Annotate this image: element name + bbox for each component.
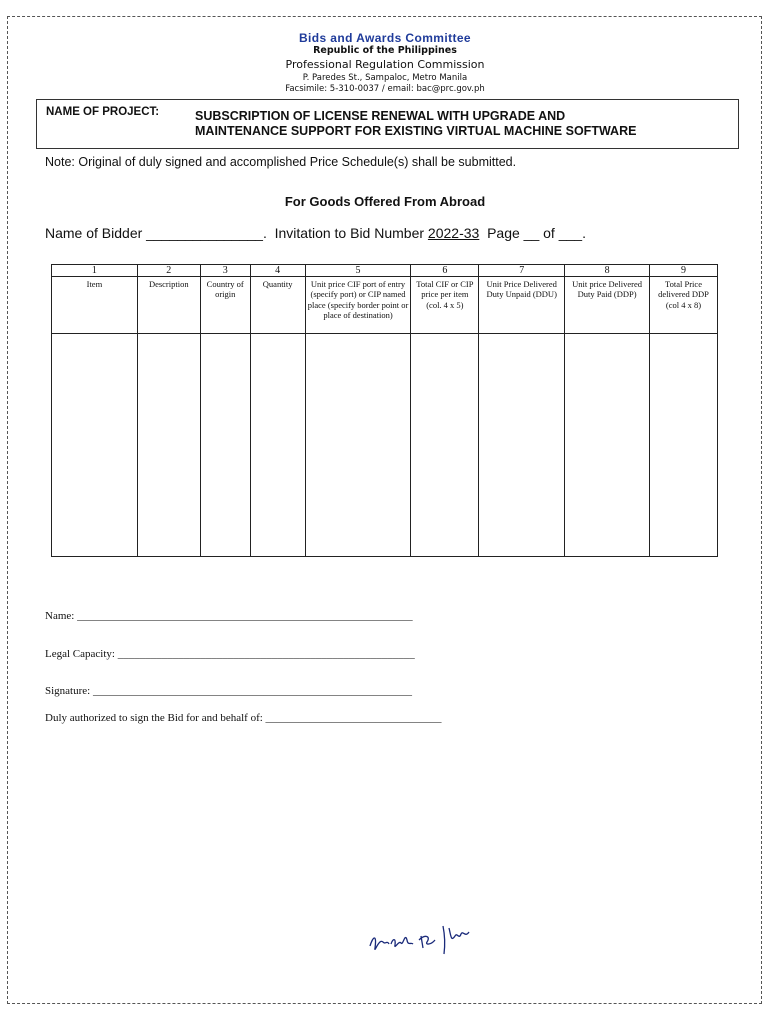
column-number-row	[52, 265, 718, 277]
column-number: 8	[565, 265, 650, 277]
column-number: 2	[137, 265, 200, 277]
column-header: Total Price delivered DDP (col 4 x 8)	[650, 277, 718, 334]
bidder-line-prefix: Name of Bidder _______________. Invitation to Bid Number	[45, 225, 428, 241]
column-number: 1	[52, 265, 138, 277]
column-number: 6	[411, 265, 479, 277]
committee-title: Bids and Awards Committee	[298, 31, 472, 45]
column-header: Unit Price Delivered Duty Unpaid (DDU)	[479, 277, 565, 334]
column-number: 4	[250, 265, 305, 277]
bidder-line-suffix: Page __ of ___.	[479, 225, 586, 241]
column-number: 7	[479, 265, 565, 277]
column-header: Quantity	[250, 277, 305, 334]
column-header: Unit price CIF port of entry (specify port) or CIP named place (specify border point or place of destination)	[305, 277, 411, 334]
column-header: Item	[52, 277, 138, 334]
project-label: NAME OF PROJECT:	[46, 106, 160, 118]
table-cell-unit-price-cif[interactable]	[305, 334, 411, 557]
legal-capacity-field[interactable]: Legal Capacity: ______________________________________________________	[45, 648, 415, 660]
section-title: For Goods Offered From Abroad	[284, 194, 486, 209]
signature-field[interactable]: Signature: __________________________________________________________	[45, 685, 412, 697]
table-cell-item[interactable]	[52, 334, 138, 557]
table-cell-country[interactable]	[200, 334, 250, 557]
commission-name: Professional Regulation Commission	[285, 58, 485, 71]
name-field[interactable]: Name: _____________________________________________________________	[45, 610, 413, 622]
price-schedule-table	[51, 264, 718, 557]
column-number: 5	[305, 265, 411, 277]
table-cell-total-cif[interactable]	[411, 334, 479, 557]
table-cell-total-ddp[interactable]	[650, 334, 718, 557]
submission-note: Note: Original of duly signed and accomplished Price Schedule(s) shall be submitted.	[45, 155, 517, 169]
column-header: Total CIF or CIP price per item (col. 4 x 5)	[411, 277, 479, 334]
column-header: Unit price Delivered Duty Paid (DDP)	[565, 277, 650, 334]
bid-number: 2022-33	[427, 225, 480, 241]
project-title	[195, 109, 735, 139]
table-cell-unit-ddp[interactable]	[565, 334, 650, 557]
project-title-line-1: SUBSCRIPTION OF LICENSE RENEWAL WITH UPGRADE AND	[195, 109, 566, 123]
contact-line: Facsimile: 5-310-0037 / email: bac@prc.gov.ph	[285, 84, 485, 94]
column-header-row	[52, 277, 718, 334]
project-title-line-2: MAINTENANCE SUPPORT FOR EXISTING VIRTUAL MACHINE SOFTWARE	[195, 124, 637, 138]
table-row	[52, 334, 718, 557]
table-cell-quantity[interactable]	[250, 334, 305, 557]
column-number: 3	[200, 265, 250, 277]
address-line: P. Paredes St., Sampaloc, Metro Manila	[302, 73, 468, 83]
column-header: Country of origin	[200, 277, 250, 334]
bidder-line	[45, 225, 586, 241]
table-cell-unit-ddu[interactable]	[479, 334, 565, 557]
authorized-field[interactable]: Duly authorized to sign the Bid for and behalf of: ________________________________	[45, 712, 442, 724]
column-header: Description	[137, 277, 200, 334]
column-number: 9	[650, 265, 718, 277]
table-cell-description[interactable]	[137, 334, 200, 557]
handwritten-signature	[365, 918, 485, 962]
republic-line: Republic of the Philippines	[313, 45, 457, 56]
